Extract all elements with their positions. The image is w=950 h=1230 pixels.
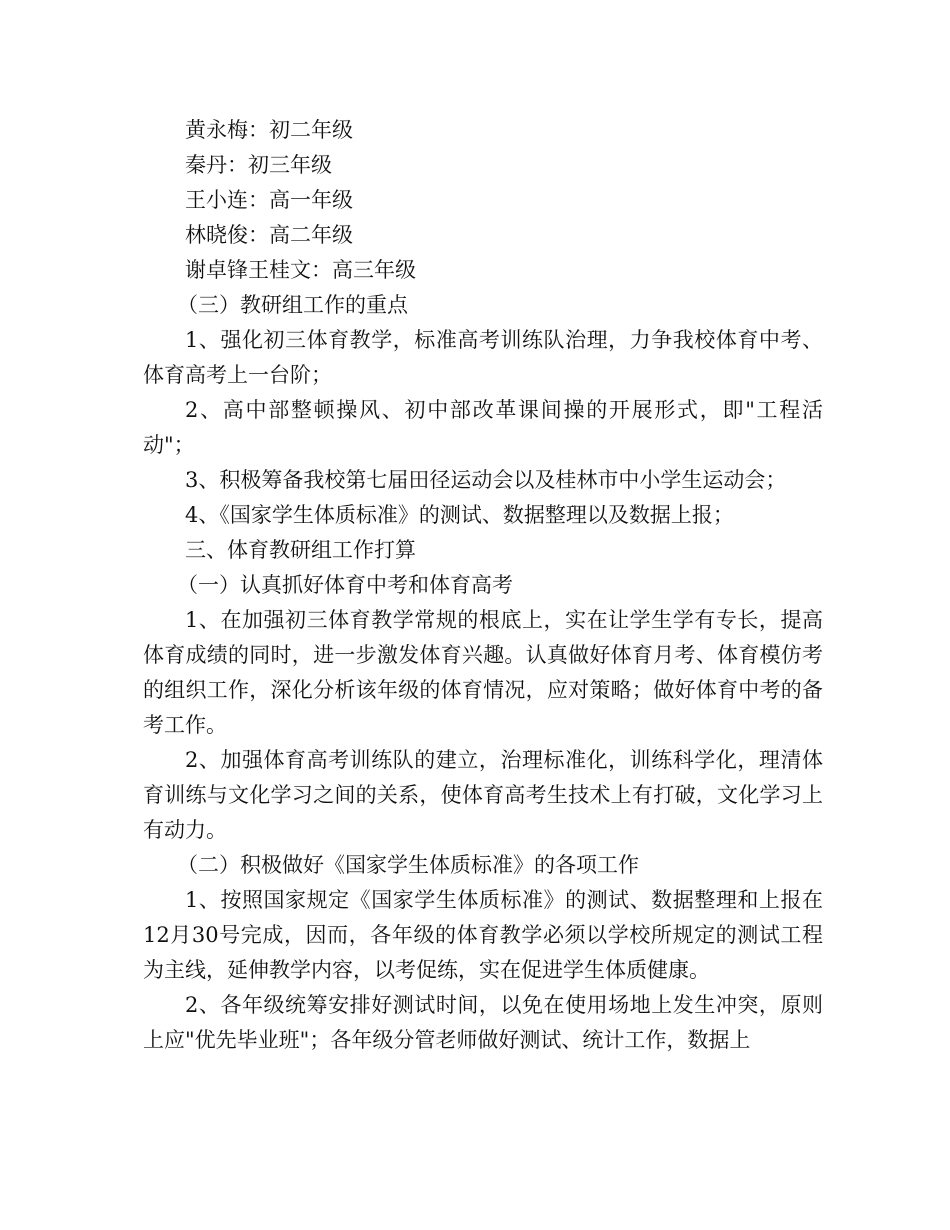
paragraph-standard-2: 2、各年级统筹安排好测试时间，以免在使用场地上发生冲突，原则上应"优先毕业班"；各年级分管老师做好测试、统计工作，数据上 bbox=[143, 993, 823, 1052]
paragraph-staff-5: 谢卓锋王桂文：高三年级 bbox=[185, 258, 416, 282]
paragraph-staff-1: 黄永梅：初二年级 bbox=[185, 118, 353, 142]
paragraph-focus-2: 2、高中部整顿操风、初中部改革课间操的开展形式，即"工程活动"； bbox=[143, 398, 823, 457]
section-heading-plan: 三、体育教研组工作打算 bbox=[185, 538, 416, 562]
paragraph-focus-4: 4、《国家学生体质标准》的测试、数据整理以及数据上报； bbox=[185, 503, 734, 527]
paragraph-focus-3: 3、积极筹备我校第七届田径运动会以及桂林市中小学生运动会； bbox=[185, 468, 787, 492]
document-body bbox=[143, 113, 823, 1058]
paragraph-focus-1: 1、强化初三体育教学，标准高考训练队治理，力争我校体育中考、体育高考上一台阶； bbox=[143, 328, 823, 387]
paragraph-staff-3: 王小连：高一年级 bbox=[185, 188, 353, 212]
section-heading-focus: （三）教研组工作的重点 bbox=[177, 293, 408, 317]
paragraph-exams-1: 1、在加强初三体育教学常规的根底上，实在让学生学有专长，提高体育成绩的同时，进一步激发体育兴趣。认真做好体育月考、体育模仿考的组织工作，深化分析该年级的体育情况，应对策略；做好体育中考的备考工作。 bbox=[143, 608, 823, 737]
paragraph-staff-4: 林晓俊：高二年级 bbox=[185, 223, 353, 247]
subsection-heading-standard: （二）积极做好《国家学生体质标准》的各项工作 bbox=[177, 853, 639, 877]
paragraph-standard-1: 1、按照国家规定《国家学生体质标准》的测试、数据整理和上报在12月30号完成，因而，各年级的体育教学必须以学校所规定的测试工程为主线，延伸教学内容，以考促练，实在促进学生体质健康。 bbox=[143, 888, 823, 982]
subsection-heading-exams: （一）认真抓好体育中考和体育高考 bbox=[177, 573, 513, 597]
paragraph-staff-2: 秦丹：初三年级 bbox=[185, 153, 332, 177]
paragraph-exams-2: 2、加强体育高考训练队的建立，治理标准化，训练科学化，理清体育训练与文化学习之间的关系，使体育高考生技术上有打破，文化学习上有动力。 bbox=[143, 748, 823, 842]
